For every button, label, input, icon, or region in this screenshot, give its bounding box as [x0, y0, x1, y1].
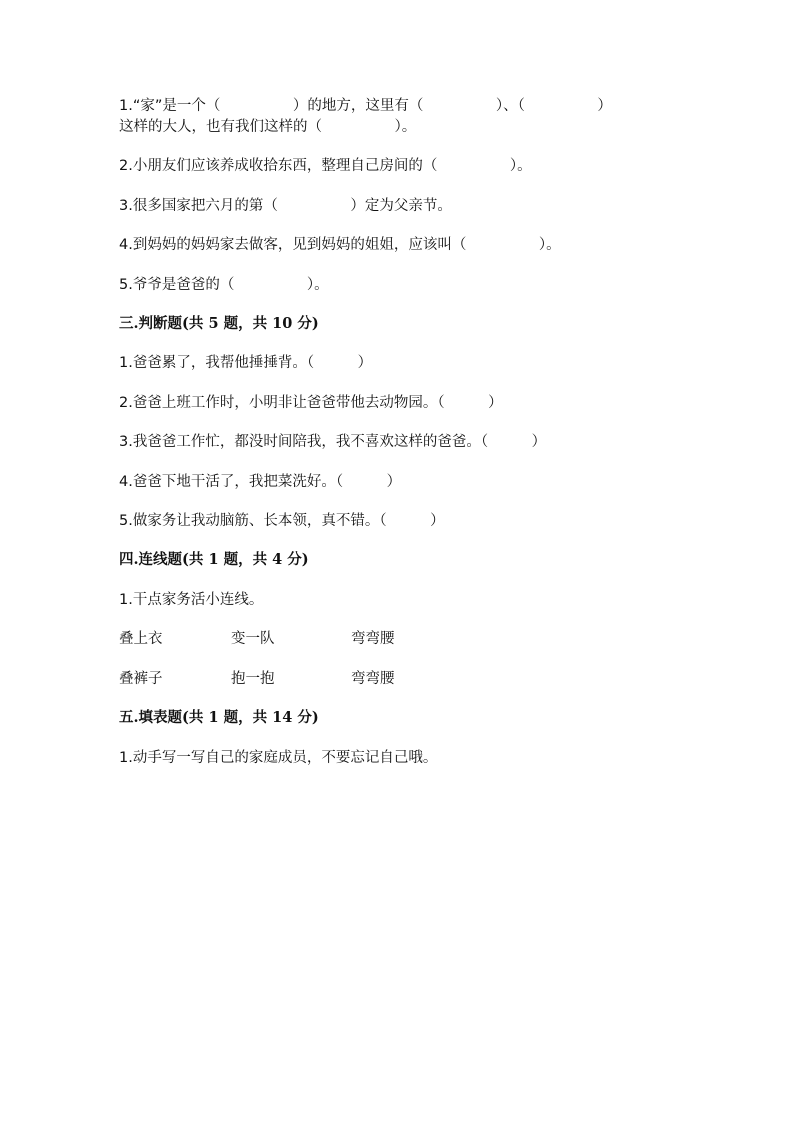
match-r1-c2: 变一队	[231, 631, 275, 647]
fill-blank-q3: 3.很多国家把六月的第（ ）定为父亲节。	[119, 198, 452, 214]
judge-item-5: 5.做家务让我动脑筋、长本领，真不错。（ ）	[119, 513, 445, 529]
judge-item-2: 2.爸爸上班工作时，小明非让爸爸带他去动物园。（ ）	[119, 395, 503, 411]
match-r2-c2: 抱一抱	[231, 671, 275, 687]
fill-blank-q2: 2.小朋友们应该养成收拾东西，整理自己房间的（ ）。	[119, 158, 532, 174]
section3-title: 三.判断题(共 5 题，共 10 分)	[119, 315, 319, 332]
fill-blank-q4: 4.到妈妈的妈妈家去做客，见到妈妈的姐姐，应该叫（ ）。	[119, 237, 561, 253]
fill-blank-q5: 5.爷爷是爸爸的（ ）。	[119, 277, 329, 293]
match-r1-c3: 弯弯腰	[351, 631, 395, 647]
match-r2-c1: 叠裤子	[119, 671, 163, 687]
matching-question: 1.干点家务活小连线。	[119, 592, 264, 608]
match-r1-c1: 叠上衣	[119, 631, 163, 647]
fill-blank-q1-line1: 1.“家”是一个（ ）的地方，这里有（ ）、（ ）	[119, 98, 612, 114]
judge-item-1: 1.爸爸累了，我帮他捶捶背。（ ）	[119, 355, 373, 371]
judge-item-3: 3.我爸爸工作忙，都没时间陪我，我不喜欢这样的爸爸。（ ）	[119, 434, 547, 450]
fill-blank-q1-line2: 这样的大人，也有我们这样的（ ）。	[119, 119, 417, 135]
section5-title: 五.填表题(共 1 题，共 14 分)	[119, 709, 319, 726]
judge-item-4: 4.爸爸下地干活了，我把菜洗好。（ ）	[119, 474, 402, 490]
section4-title: 四.连线题(共 1 题，共 4 分)	[119, 551, 309, 568]
table-question: 1.动手写一写自己的家庭成员，不要忘记自己哦。	[119, 750, 438, 766]
match-r2-c3: 弯弯腰	[351, 671, 395, 687]
